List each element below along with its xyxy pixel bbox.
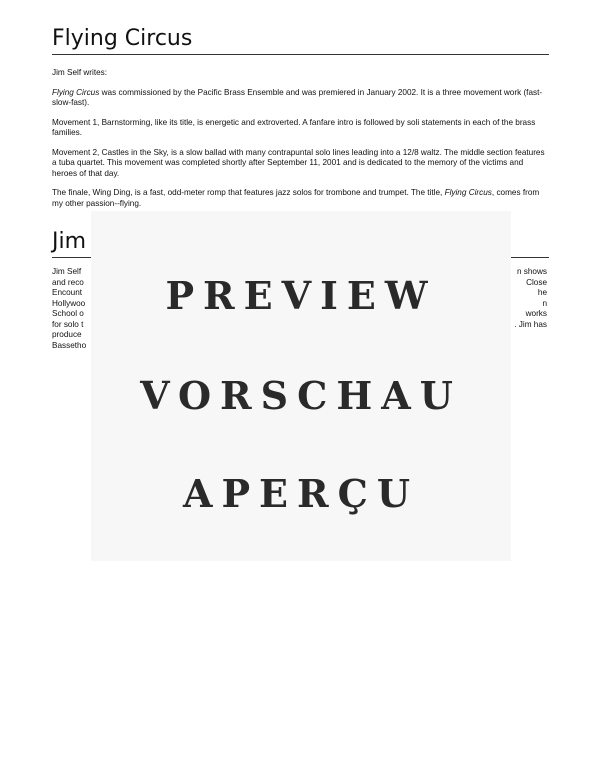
bio-line-left: for solo t: [52, 319, 84, 329]
work-title-italic: Flying Circus: [52, 87, 100, 97]
bio-line-right: he: [537, 288, 547, 297]
bio-line-left: School o: [52, 309, 84, 318]
bio-line-left: Encount: [52, 288, 83, 297]
bio-line-right: n shows: [516, 267, 547, 276]
preview-watermark: [91, 211, 511, 561]
bio-line-left: Jim Self: [52, 267, 82, 276]
work-title-italic-2: Flying Circus: [444, 188, 492, 197]
bio-line-left: and reco: [52, 277, 84, 287]
bio-line-right: . Jim has: [514, 319, 547, 329]
paragraph-movement-2: Movement 2, Castles in the Sky, is a slow ballad with many contrapuntal solo lines leading into a 12/8 waltz. The middle section features a tuba quartet. This movement was completed shortly after September 11, 2001 and is dedicated to the memory of the victims and heroes of that day.: [52, 147, 545, 178]
watermark-vorschau: VORSCHAU: [140, 373, 462, 418]
bio-line-right: Close: [526, 277, 547, 287]
bio-line-right: works: [525, 309, 547, 318]
paragraph-movement-1: Movement 1, Barnstorming, like its title, is energetic and extroverted. A fanfare intro is followed by soli statements in each of the brass families.: [52, 117, 536, 137]
bio-line-left: Hollywoo: [52, 298, 86, 308]
section-title-flying-circus: Flying Circus: [52, 26, 549, 55]
bio-line-right: n: [542, 298, 547, 308]
paragraph-finale: [52, 188, 549, 209]
watermark-apercu: APERÇU: [183, 471, 419, 516]
bio-line-left: produce: [52, 330, 82, 339]
watermark-preview: PREVIEW: [165, 273, 437, 318]
paragraph-commission: [52, 88, 549, 109]
paragraph-finale-end: , comes from my other passion--flying.: [52, 188, 540, 208]
bio-line-left: Bassetho: [52, 340, 87, 350]
paragraph-commission-text: was commissioned by the Pacific Brass Ensemble and was premiered in January 2002. It is a three movement work (fast-slow-fast).: [52, 87, 543, 107]
intro-paragraph: Jim Self writes:: [52, 68, 108, 77]
paragraph-finale-start: The finale, Wing Ding, is a fast, odd-meter romp that features jazz solos for trombone and trumpet. The title,: [52, 188, 445, 197]
section-title-jim-self: Jim: [52, 229, 549, 258]
